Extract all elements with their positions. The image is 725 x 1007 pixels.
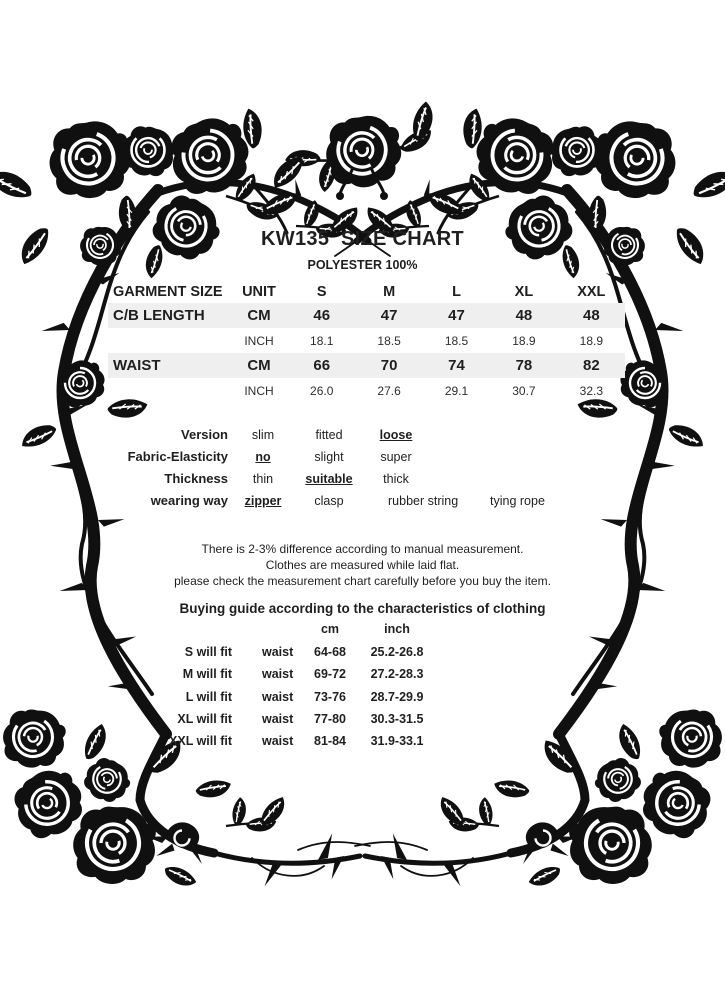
col-unit: UNIT <box>242 283 276 300</box>
guide-measure: waist <box>262 689 294 704</box>
size-value: 48 <box>582 307 600 324</box>
row-label: WAIST <box>113 357 161 374</box>
guide-size: S will fit <box>184 645 232 659</box>
col-cm: cm <box>320 622 340 636</box>
unit-cell: INCH <box>244 383 274 398</box>
size-value: 47 <box>448 307 465 324</box>
size-value: 27.6 <box>377 383 401 398</box>
attr-option: thick <box>383 472 409 486</box>
guide-inch-range: 27.2-28.3 <box>370 667 424 682</box>
size-value: 26.0 <box>310 383 334 398</box>
guide-row-s <box>140 645 500 667</box>
buying-guide-table <box>140 622 500 756</box>
attr-option: super <box>380 450 412 464</box>
attr-option: slim <box>251 428 275 442</box>
attr-option: suitable <box>305 472 353 486</box>
measurement-notes <box>0 541 725 589</box>
attr-option: thin <box>252 472 274 486</box>
unit-cell: CM <box>247 307 271 324</box>
attr-label: wearing way <box>150 493 228 508</box>
page-title: KW135 SIZE CHART <box>261 228 464 250</box>
col-m: M <box>383 283 396 300</box>
guide-size: XXL will fit <box>169 734 232 749</box>
row-waist-inch <box>108 378 625 403</box>
col-l: L <box>452 283 461 300</box>
attr-label: Thickness <box>164 471 228 486</box>
size-chart-table <box>108 280 625 403</box>
row-cb-length-cm <box>108 303 625 328</box>
size-value: 18.5 <box>377 333 401 348</box>
guide-cm-range: 77-80 <box>314 711 346 726</box>
attr-option: no <box>255 450 271 464</box>
size-table-header-row <box>108 280 625 303</box>
col-inch: inch <box>384 622 410 636</box>
unit-cell: INCH <box>244 333 274 348</box>
page-subtitle: POLYESTER 100% <box>307 258 418 272</box>
size-value: 18.5 <box>444 333 469 348</box>
guide-row-l <box>140 690 500 712</box>
size-value: 66 <box>313 357 331 374</box>
guide-row-m <box>140 667 500 689</box>
attr-option: rubber string <box>388 494 459 508</box>
guide-inch-range: 28.7-29.9 <box>370 689 424 704</box>
size-value: 29.1 <box>444 383 469 398</box>
guide-inch-range: 31.9-33.1 <box>370 734 424 749</box>
col-xxl: XXL <box>577 283 606 300</box>
guide-size: XL will fit <box>177 711 232 726</box>
col-xl: XL <box>514 283 534 300</box>
attr-option: tying rope <box>490 494 545 508</box>
size-value: 30.7 <box>512 383 536 398</box>
buying-guide-heading: Buying guide according to the characteristics of clothing <box>179 601 546 616</box>
row-cb-length-inch <box>108 328 625 353</box>
guide-size: M will fit <box>182 667 232 682</box>
attr-option: loose <box>379 428 413 442</box>
note-line: There is 2-3% difference according to manual measurement. <box>201 542 524 556</box>
attr-option: clasp <box>314 494 344 508</box>
note-line: Clothes are measured while laid flat. <box>265 558 460 572</box>
row-label: C/B LENGTH <box>113 307 205 324</box>
attr-label: Fabric-Elasticity <box>127 449 228 464</box>
size-value: 46 <box>313 307 331 324</box>
attr-row-version <box>0 427 725 449</box>
attr-option: slight <box>314 450 344 464</box>
attr-row-thickness <box>0 471 725 493</box>
guide-measure: waist <box>262 734 294 749</box>
size-value: 78 <box>515 357 533 374</box>
size-value: 18.1 <box>310 333 334 348</box>
guide-cm-range: 64-68 <box>314 645 346 659</box>
guide-row-xl <box>140 712 500 734</box>
col-garment-size: GARMENT SIZE <box>113 283 223 300</box>
guide-measure: waist <box>262 711 294 726</box>
size-value: 18.9 <box>512 333 536 348</box>
size-value: 70 <box>380 357 398 374</box>
size-value: 82 <box>582 357 600 374</box>
guide-measure: waist <box>262 645 294 659</box>
attr-option: zipper <box>244 494 282 508</box>
guide-cm-range: 69-72 <box>314 667 346 682</box>
size-value: 74 <box>448 357 465 374</box>
unit-cell: CM <box>247 357 271 374</box>
size-value: 32.3 <box>579 383 603 398</box>
guide-cm-range: 73-76 <box>314 689 346 704</box>
clothing-attributes <box>0 427 725 515</box>
guide-size: L will fit <box>185 689 232 704</box>
attr-row-fabric-elasticity <box>0 449 725 471</box>
guide-row-xxl <box>140 734 500 756</box>
note-line: please check the measurement chart carefully before you buy the item. <box>174 574 551 588</box>
attr-option: fitted <box>315 428 343 442</box>
guide-inch-range: 30.3-31.5 <box>370 711 424 726</box>
buying-guide-unit-header <box>140 622 500 645</box>
guide-cm-range: 81-84 <box>314 734 346 749</box>
size-value: 48 <box>515 307 533 324</box>
size-value: 47 <box>380 307 398 324</box>
guide-measure: waist <box>262 667 294 682</box>
attr-label: Version <box>181 427 228 442</box>
attr-row-wearing-way <box>0 493 725 515</box>
row-waist-cm <box>108 353 625 378</box>
col-s: S <box>316 283 327 300</box>
size-value: 18.9 <box>579 333 603 348</box>
guide-inch-range: 25.2-26.8 <box>370 645 424 659</box>
